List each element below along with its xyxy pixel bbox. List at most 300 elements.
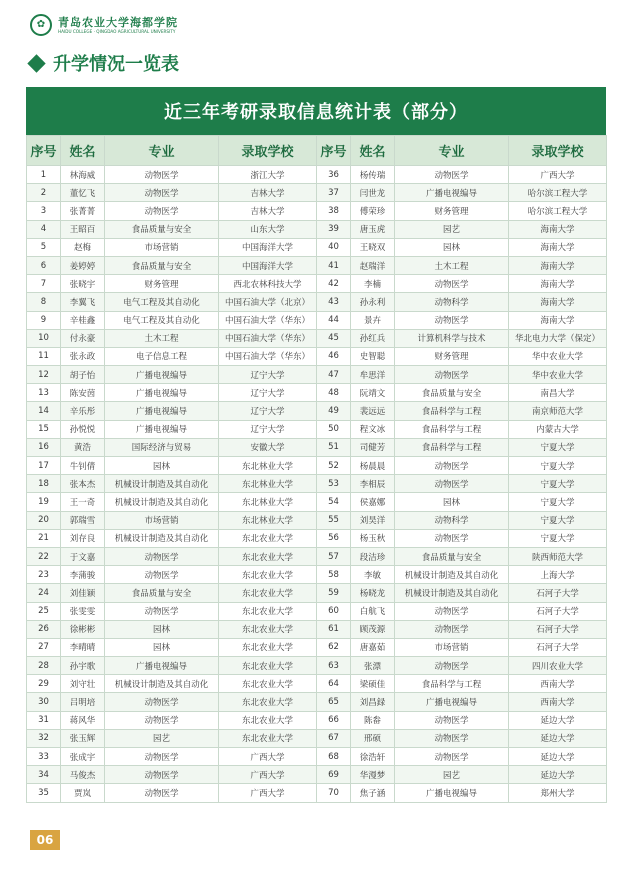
table-cell: 财务管理 [395,202,509,220]
table-cell: 31 [27,711,61,729]
college-logo-text [58,16,178,35]
table-cell: 园林 [105,638,219,656]
table-cell: 5 [27,238,61,256]
table-cell: 海南大学 [509,311,607,329]
table-cell: 山东大学 [219,220,317,238]
table-cell: 22 [27,547,61,565]
table-row [27,675,607,693]
table-row [27,238,607,256]
table-cell: 李楠 [351,275,395,293]
table-cell: 中国石油大学（北京） [219,293,317,311]
table-row [27,657,607,675]
table-cell: 8 [27,293,61,311]
table-cell: 华北电力大学（保定） [509,329,607,347]
table-cell: 东北林业大学 [219,457,317,475]
table-cell: 59 [317,584,351,602]
table-cell: 16 [27,438,61,456]
table-cell: 中国海洋大学 [219,256,317,274]
table-cell: 动物医学 [105,766,219,784]
table-cell: 35 [27,784,61,802]
table-row [27,366,607,384]
table-cell: 48 [317,384,351,402]
table-cell: 食品质量与安全 [105,584,219,602]
table-row [27,202,607,220]
table-cell: 李晴晴 [61,638,105,656]
table-cell: 宁夏大学 [509,457,607,475]
table-cell: 动物医学 [105,547,219,565]
table-cell: 动物医学 [395,457,509,475]
table-cell: 21 [27,529,61,547]
table-cell: 王昭百 [61,220,105,238]
column-header: 录取学校 [219,136,317,166]
table-cell: 四川农业大学 [509,657,607,675]
table-cell: 动物医学 [105,184,219,202]
college-header [30,12,178,38]
table-cell: 张菁菁 [61,202,105,220]
table-cell: 哈尔滨工程大学 [509,184,607,202]
table-cell: 15 [27,420,61,438]
table-cell: 徐彬彬 [61,620,105,638]
table-row [27,293,607,311]
table-cell: 海南大学 [509,293,607,311]
table-cell: 延边大学 [509,711,607,729]
page-number: 06 [30,830,60,850]
table-cell: 胡子怡 [61,366,105,384]
table-cell: 12 [27,366,61,384]
table-cell: 孙红兵 [351,329,395,347]
table-cell: 海南大学 [509,220,607,238]
table-cell: 中国石油大学（华东） [219,311,317,329]
table-cell: 32 [27,729,61,747]
table-cell: 南京师范大学 [509,402,607,420]
table-cell: 裴远远 [351,402,395,420]
table-cell: 徐浩轩 [351,748,395,766]
table-cell: 13 [27,384,61,402]
table-cell: 孙永利 [351,293,395,311]
table-cell: 广播电视编导 [105,366,219,384]
table-cell: 动物医学 [105,711,219,729]
table-cell: 中国石油大学（华东） [219,347,317,365]
table-cell: 62 [317,638,351,656]
table-row [27,184,607,202]
table-cell: 园林 [395,493,509,511]
table-cell: 园艺 [105,729,219,747]
column-header: 专业 [395,136,509,166]
table-row [27,402,607,420]
table-cell: 东北农业大学 [219,547,317,565]
table-cell: 林海威 [61,166,105,184]
table-cell: 广播电视编导 [105,420,219,438]
table-cell: 土木工程 [105,329,219,347]
table-cell: 食品质量与安全 [105,256,219,274]
table-cell: 广播电视编导 [395,784,509,802]
table-cell: 市场营销 [105,238,219,256]
table-row [27,620,607,638]
table-cell: 东北农业大学 [219,584,317,602]
table-cell: 40 [317,238,351,256]
table-cell: 动物医学 [395,275,509,293]
table-cell: 28 [27,657,61,675]
table-cell: 动物医学 [395,311,509,329]
table-cell: 吕明培 [61,693,105,711]
table-cell: 36 [317,166,351,184]
table-cell: 广西大学 [219,766,317,784]
section-title: 升学情况一览表 [53,54,179,75]
table-cell: 25 [27,602,61,620]
table-cell: 刘昌録 [351,693,395,711]
table-cell: 董忆飞 [61,184,105,202]
table-row [27,584,607,602]
table-cell: 西南大学 [509,693,607,711]
table-cell: 华漫梦 [351,766,395,784]
table-cell: 东北林业大学 [219,511,317,529]
table-cell: 张漂 [351,657,395,675]
table-cell: 石河子大学 [509,584,607,602]
table-cell: 孙悦悦 [61,420,105,438]
table-cell: 贾岚 [61,784,105,802]
table-cell: 王一奇 [61,493,105,511]
table-cell: 43 [317,293,351,311]
table-row [27,420,607,438]
table-cell: 段洁珍 [351,547,395,565]
table-cell: 南昌大学 [509,384,607,402]
table-cell: 49 [317,402,351,420]
table-cell: 东北林业大学 [219,475,317,493]
table-cell: 3 [27,202,61,220]
table-cell: 张永政 [61,347,105,365]
table-cell: 电子信息工程 [105,347,219,365]
table-cell: 30 [27,693,61,711]
table-row [27,566,607,584]
table-row [27,475,607,493]
table-cell: 55 [317,511,351,529]
table-row [27,384,607,402]
table-cell: 石河子大学 [509,620,607,638]
table-cell: 内蒙古大学 [509,420,607,438]
table-cell: 食品科学与工程 [395,402,509,420]
table-cell: 70 [317,784,351,802]
table-row [27,748,607,766]
table-cell: 延边大学 [509,748,607,766]
table-cell: 45 [317,329,351,347]
table-cell: 东北农业大学 [219,638,317,656]
table-cell: 吉林大学 [219,184,317,202]
college-name-en: HAIDU COLLEGE · QINGDAO AGRICULTURAL UNIVERSITY [58,28,176,34]
table-row [27,347,607,365]
column-header: 姓名 [351,136,395,166]
table-cell: 刘昊洋 [351,511,395,529]
table-cell: 郑州大学 [509,784,607,802]
table-cell: 傅荣珍 [351,202,395,220]
table-cell: 东北农业大学 [219,529,317,547]
table-cell: 宁夏大学 [509,511,607,529]
table-cell: 动物医学 [395,475,509,493]
table-cell: 吉林大学 [219,202,317,220]
table-cell: 动物医学 [395,657,509,675]
column-header: 专业 [105,136,219,166]
table-cell: 26 [27,620,61,638]
table-cell: 东北农业大学 [219,729,317,747]
table-cell: 张玉辉 [61,729,105,747]
table-cell: 浙江大学 [219,166,317,184]
table-cell: 27 [27,638,61,656]
table-cell: 李相辰 [351,475,395,493]
table-cell: 程文冰 [351,420,395,438]
table-cell: 食品质量与安全 [105,220,219,238]
table-cell: 广播电视编导 [105,384,219,402]
table-cell: 华中农业大学 [509,366,607,384]
table-cell: 安徽大学 [219,438,317,456]
table-cell: 44 [317,311,351,329]
table-cell: 10 [27,329,61,347]
table-cell: 机械设计制造及其自动化 [395,566,509,584]
table-cell: 张雯雯 [61,602,105,620]
table-cell: 财务管理 [395,347,509,365]
table-cell: 食品科学与工程 [395,420,509,438]
table-cell: 景卉 [351,311,395,329]
table-cell: 牟思洋 [351,366,395,384]
table-cell: 动物医学 [395,529,509,547]
table-cell: 11 [27,347,61,365]
table-cell: 24 [27,584,61,602]
table-cell: 57 [317,547,351,565]
table-cell: 刘守壮 [61,675,105,693]
table-cell: 海南大学 [509,256,607,274]
table-cell: 刘存良 [61,529,105,547]
table-cell: 宁夏大学 [509,438,607,456]
table-cell: 食品质量与安全 [395,547,509,565]
table-cell: 梁硕佳 [351,675,395,693]
table-cell: 广西大学 [509,166,607,184]
table-cell: 69 [317,766,351,784]
table-cell: 动物医学 [395,729,509,747]
table-cell: 14 [27,402,61,420]
table-row [27,311,607,329]
table-row [27,329,607,347]
table-row [27,511,607,529]
table-cell: 广西大学 [219,748,317,766]
table-row [27,256,607,274]
table-cell: 杨晓龙 [351,584,395,602]
table-header-row [27,136,607,166]
table-title: 近三年考研录取信息统计表（部分） [164,102,468,123]
table-cell: 白航飞 [351,602,395,620]
table-cell: 陈安茵 [61,384,105,402]
table-cell: 张成宇 [61,748,105,766]
table-cell: 于文嘉 [61,547,105,565]
table-row [27,166,607,184]
table-cell: 孙宇歌 [61,657,105,675]
table-cell: 动物科学 [395,293,509,311]
table-cell: 史智聪 [351,347,395,365]
table-cell: 焦子涵 [351,784,395,802]
table-cell: 陈畚 [351,711,395,729]
table-cell: 国际经济与贸易 [105,438,219,456]
table-cell: 市场营销 [105,511,219,529]
table-cell: 33 [27,748,61,766]
table-cell: 李翼飞 [61,293,105,311]
table-row [27,602,607,620]
table-cell: 39 [317,220,351,238]
table-cell: 23 [27,566,61,584]
table-title-banner [26,87,606,135]
table-cell: 52 [317,457,351,475]
table-cell: 姜婷婷 [61,256,105,274]
admission-table [26,135,607,803]
table-cell: 刘佳颖 [61,584,105,602]
table-cell: 机械设计制造及其自动化 [105,475,219,493]
table-cell: 46 [317,347,351,365]
table-cell: 宁夏大学 [509,493,607,511]
table-cell: 20 [27,511,61,529]
table-cell: 辽宁大学 [219,402,317,420]
table-cell: 李蒲骏 [61,566,105,584]
table-cell: 广播电视编导 [105,657,219,675]
table-cell: 石河子大学 [509,602,607,620]
table-cell: 牛钊倩 [61,457,105,475]
table-cell: 宁夏大学 [509,475,607,493]
table-cell: 63 [317,657,351,675]
table-cell: 广西大学 [219,784,317,802]
table-cell: 赵梅 [61,238,105,256]
table-cell: 宁夏大学 [509,529,607,547]
table-row [27,693,607,711]
table-cell: 42 [317,275,351,293]
table-cell: 64 [317,675,351,693]
table-cell: 郭瑞雪 [61,511,105,529]
table-cell: 9 [27,311,61,329]
table-cell: 计算机科学与技术 [395,329,509,347]
table-cell: 动物医学 [395,602,509,620]
table-cell: 2 [27,184,61,202]
table-cell: 41 [317,256,351,274]
table-cell: 7 [27,275,61,293]
table-cell: 电气工程及其自动化 [105,293,219,311]
table-row [27,729,607,747]
college-name-cn: 青岛农业大学海都学院 [58,15,178,29]
admission-table-container [26,87,606,803]
table-cell: 邢硕 [351,729,395,747]
table-cell: 动物医学 [105,748,219,766]
table-cell: 东北农业大学 [219,693,317,711]
table-cell: 西南大学 [509,675,607,693]
table-cell: 辽宁大学 [219,384,317,402]
table-cell: 园艺 [395,220,509,238]
table-cell: 东北农业大学 [219,711,317,729]
table-cell: 杨晨晨 [351,457,395,475]
table-cell: 广播电视编导 [105,402,219,420]
table-cell: 付永豪 [61,329,105,347]
table-cell: 黄浩 [61,438,105,456]
table-cell: 李敏 [351,566,395,584]
school-emblem-icon: ✿ [30,14,52,36]
table-cell: 食品质量与安全 [395,384,509,402]
table-cell: 东北农业大学 [219,602,317,620]
table-cell: 土木工程 [395,256,509,274]
table-cell: 60 [317,602,351,620]
table-cell: 19 [27,493,61,511]
table-cell: 61 [317,620,351,638]
table-cell: 海南大学 [509,238,607,256]
table-cell: 上海大学 [509,566,607,584]
table-row [27,275,607,293]
table-cell: 37 [317,184,351,202]
table-cell: 闫世龙 [351,184,395,202]
table-cell: 动物医学 [105,784,219,802]
table-cell: 园林 [105,620,219,638]
table-cell: 中国石油大学（华东） [219,329,317,347]
table-cell: 园林 [395,238,509,256]
table-cell: 侯嘉娜 [351,493,395,511]
table-cell: 辽宁大学 [219,366,317,384]
table-cell: 市场营销 [395,638,509,656]
diamond-bullet-icon [27,54,45,72]
table-cell: 58 [317,566,351,584]
table-cell: 50 [317,420,351,438]
table-cell: 东北农业大学 [219,566,317,584]
table-cell: 辛桂鑫 [61,311,105,329]
table-cell: 动物医学 [395,748,509,766]
table-cell: 机械设计制造及其自动化 [105,675,219,693]
table-cell: 石河子大学 [509,638,607,656]
table-cell: 广播电视编导 [395,693,509,711]
table-cell: 56 [317,529,351,547]
table-cell: 动物医学 [395,166,509,184]
table-cell: 园林 [105,457,219,475]
table-cell: 机械设计制造及其自动化 [105,493,219,511]
table-cell: 唐嘉茹 [351,638,395,656]
table-cell: 广播电视编导 [395,184,509,202]
table-cell: 阮靖文 [351,384,395,402]
table-cell: 王晓双 [351,238,395,256]
table-cell: 动物医学 [105,602,219,620]
column-header: 序号 [317,136,351,166]
table-cell: 东北林业大学 [219,493,317,511]
table-row [27,529,607,547]
table-cell: 1 [27,166,61,184]
section-heading [30,50,179,76]
table-row [27,766,607,784]
table-cell: 食品科学与工程 [395,675,509,693]
column-header: 录取学校 [509,136,607,166]
table-cell: 动物科学 [395,511,509,529]
table-cell: 顾茂源 [351,620,395,638]
table-row [27,493,607,511]
table-cell: 65 [317,693,351,711]
table-cell: 司健芳 [351,438,395,456]
table-cell: 18 [27,475,61,493]
table-cell: 哈尔滨工程大学 [509,202,607,220]
table-row [27,784,607,802]
table-cell: 延边大学 [509,729,607,747]
table-cell: 陕西师范大学 [509,547,607,565]
table-cell: 华中农业大学 [509,347,607,365]
table-cell: 电气工程及其自动化 [105,311,219,329]
table-cell: 66 [317,711,351,729]
table-cell: 38 [317,202,351,220]
table-cell: 赵瑞洋 [351,256,395,274]
table-body [27,166,607,803]
table-cell: 杨玉秋 [351,529,395,547]
table-cell: 29 [27,675,61,693]
table-row [27,457,607,475]
table-cell: 食品科学与工程 [395,438,509,456]
table-cell: 辛乐彤 [61,402,105,420]
table-cell: 延边大学 [509,766,607,784]
table-cell: 47 [317,366,351,384]
table-cell: 东北农业大学 [219,620,317,638]
table-cell: 68 [317,748,351,766]
